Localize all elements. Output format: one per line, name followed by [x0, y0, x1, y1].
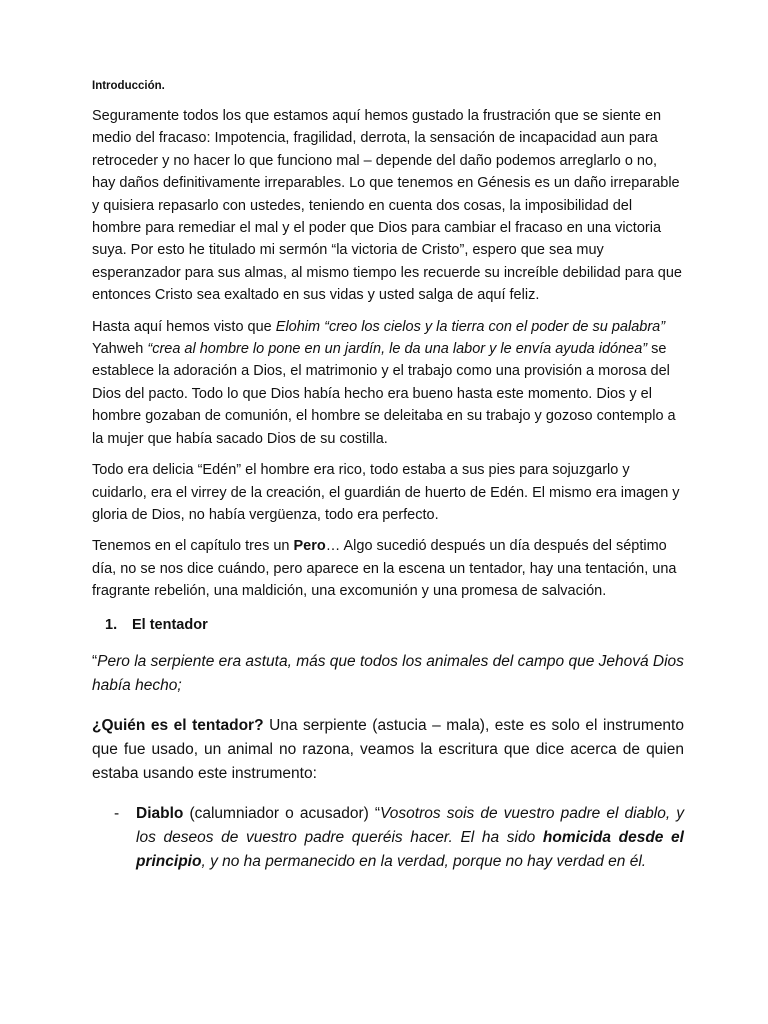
bullet-dash: - — [114, 804, 120, 822]
bullet-quote-part-1: Vosotros sois de vuestro padre el diablo, y los deseos de vuestro padre queréis hacer. El ha sido — [136, 804, 684, 846]
bullet-quote-emphasis: homicida desde el principio — [136, 828, 684, 870]
quote-text: Pero la serpiente era astuta, más que todos los animales del campo que Jehová Dios había hecho; — [92, 652, 684, 694]
paragraph-2-a: Hasta aquí hemos visto que — [92, 318, 276, 335]
scripture-quote — [92, 650, 684, 698]
section-heading-tentador — [92, 617, 684, 633]
paragraph-4-a: Tenemos en el capítulo tres un — [92, 538, 294, 555]
paragraph-1: Seguramente todos los que estamos aquí hemos gustado la frustración que se siente en medio del fracaso: Impotencia, fragilidad, derrota, la sensación de incapacidad aun para retroceder y no hacer lo que funciono mal – depende del daño podemos arreglarlo o no, hay daños definitivamente irreparables. Lo que tenemos en Génesis es un daño irreparable y quisiera repasarlo con ustedes, teniendo en cuenta dos cosas, la imposibilidad del hombre para remediar el mal y el poder que Dios para cambiar el fracaso en una victoria suya. Por esto he titulado mi sermón “la victoria de Cristo”, espero que sea muy esperanzador para sus almas, al mismo tiempo les recuerde su increíble debilidad para que entonces Cristo sea exaltado en sus vidas y usted salga de aquí feliz. — [92, 108, 682, 304]
paragraph-2-yahweh-quote: “crea al hombre lo pone en un jardín, le da una labor y le envía ayuda idónea” — [147, 341, 648, 358]
paragraph-5-question: ¿Quién es el tentador? — [92, 716, 264, 734]
bullet-definition: (calumniador o acusador) “ — [183, 804, 381, 822]
intro-title: Introducción. — [92, 80, 165, 92]
paragraph-2 — [92, 316, 684, 450]
paragraph-2-elohim-quote: Elohim “creo los cielos y la tierra con el poder de su palabra” — [275, 318, 666, 335]
paragraph-5-body: Una serpiente (astucia – mala), este es solo el instrumento que fue usado, un animal no razona, veamos la escritura que dice acerca de quien estaba usando este instrumento: — [92, 716, 684, 782]
quote-open-mark: “ — [92, 652, 98, 670]
paragraph-4 — [92, 535, 684, 602]
paragraph-4-pero: Pero — [293, 538, 326, 555]
document-page — [92, 80, 684, 874]
section-title: El tentador — [132, 616, 208, 633]
bullet-term: Diablo — [136, 804, 184, 822]
paragraph-3: Todo era delicia “Edén” el hombre era rico, todo estaba a sus pies para sojuzgarlo y cuidarlo, era el virrey de la creación, el guardián de huerto de Edén. El mismo era imagen y gloria de Dios, no había vergüenza, todo era perfecto. — [92, 462, 680, 523]
section-number: 1. — [105, 616, 118, 633]
paragraph-5 — [92, 714, 684, 786]
paragraph-4-c: … Algo sucedió después un día después del séptimo día, no se nos dice cuándo, pero aparece en la escena un tentador, hay una tentación, una fragrante rebelión, una maldición, una excomunión y una promesa de salvación. — [92, 538, 677, 600]
bullet-content — [136, 802, 684, 874]
paragraph-2-e: se establece la adoración a Dios, el matrimonio y el trabajo como una provisión a morosa del Dios del pacto. Todo lo que Dios había hecho era bueno hasta este momento. Dios y el hombre gozaban de comunión, el hombre se deleitaba en su trabajo y gozoso contemplo a la mujer que había sacado Dios de su costilla. — [92, 341, 676, 447]
list-item-diablo — [92, 802, 684, 874]
paragraph-2-c: Yahweh — [92, 341, 148, 358]
bullet-quote-part-2: , y no ha permanecido en la verdad, porque no hay verdad en él. — [201, 852, 647, 870]
